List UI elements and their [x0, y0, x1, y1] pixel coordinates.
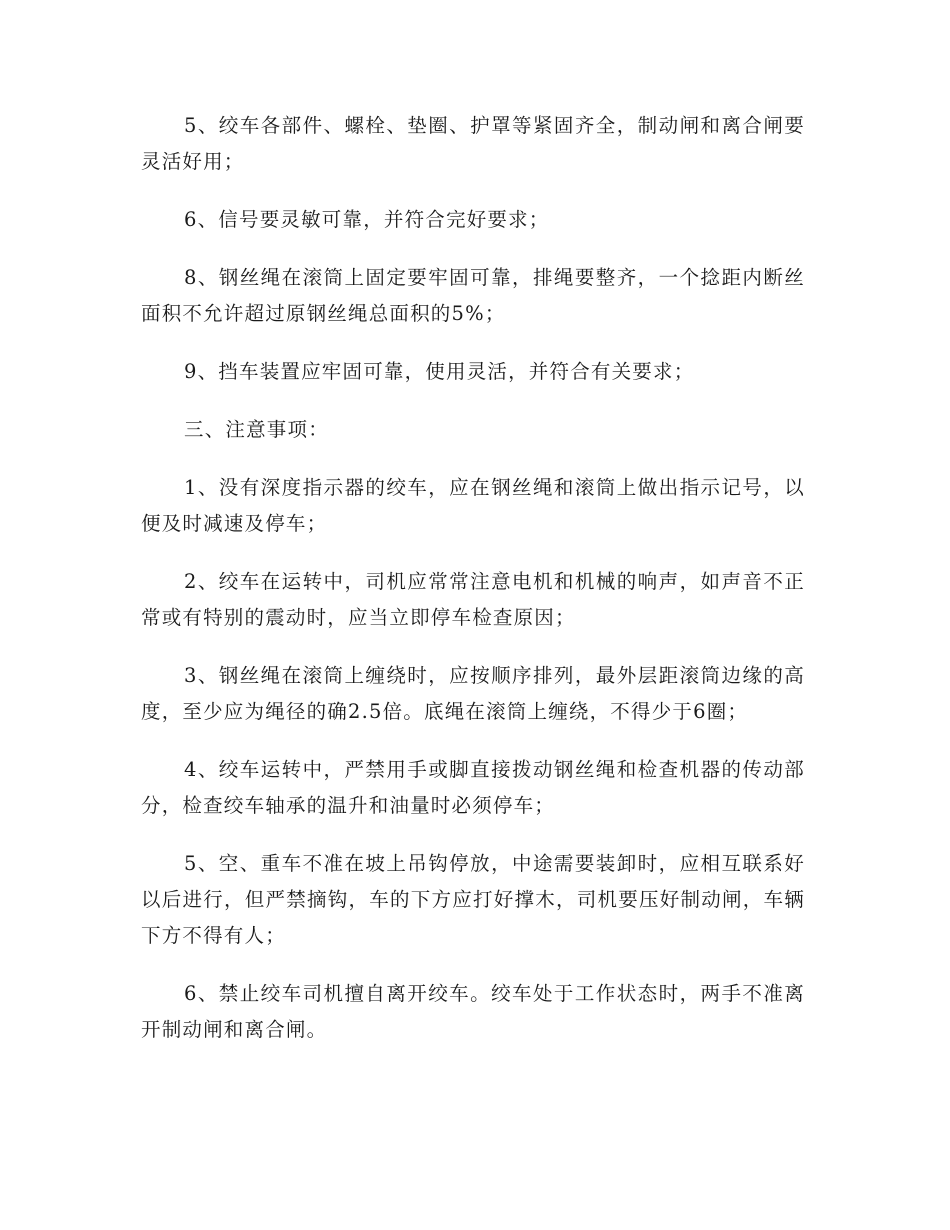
document-page	[141, 108, 805, 1070]
paragraph-item-6-signal: 6、信号要灵敏可靠，并符合完好要求；	[184, 208, 550, 231]
paragraph-item-8-wire-rope: 8、钢丝绳在滚筒上固定要牢固可靠，排绳要整齐，一个捻距内断丝面积不允许超过原钢丝绳总面积的5%；	[141, 266, 805, 325]
paragraph-item-5-fastening: 5、绞车各部件、螺栓、垫圈、护罩等紧固齐全，制动闸和离合闸要灵活好用；	[141, 114, 805, 173]
paragraph-note-2: 2、绞车在运转中，司机应常常注意电机和机械的响声，如声音不正常或有特别的震动时，应当立即停车检查原因；	[141, 570, 805, 629]
paragraph-note-1: 1、没有深度指示器的绞车，应在钢丝绳和滚筒上做出指示记号，以便及时减速及停车；	[141, 476, 805, 535]
section-heading-notes: 三、注意事项：	[184, 418, 329, 441]
paragraph-note-4: 4、绞车运转中，严禁用手或脚直接拨动钢丝绳和检查机器的传动部分，检查绞车轴承的温升和油量时必须停车；	[141, 758, 805, 817]
paragraph-note-3: 3、钢丝绳在滚筒上缠绕时，应按顺序排列，最外层距滚筒边缘的高度，至少应为绳径的确2.5倍。底绳在滚筒上缠绕，不得少于6圈；	[141, 664, 805, 723]
paragraph-item-9-stop-device: 9、挡车装置应牢固可靠，使用灵活，并符合有关要求；	[184, 360, 695, 383]
paragraph-note-6: 6、禁止绞车司机擅自离开绞车。绞车处于工作状态时，两手不准离开制动闸和离合闸。	[141, 982, 805, 1041]
paragraph-note-5: 5、空、重车不准在坡上吊钩停放，中途需要装卸时，应相互联系好以后进行，但严禁摘钩，车的下方应打好撑木，司机要压好制动闸，车辆下方不得有人；	[141, 852, 805, 947]
